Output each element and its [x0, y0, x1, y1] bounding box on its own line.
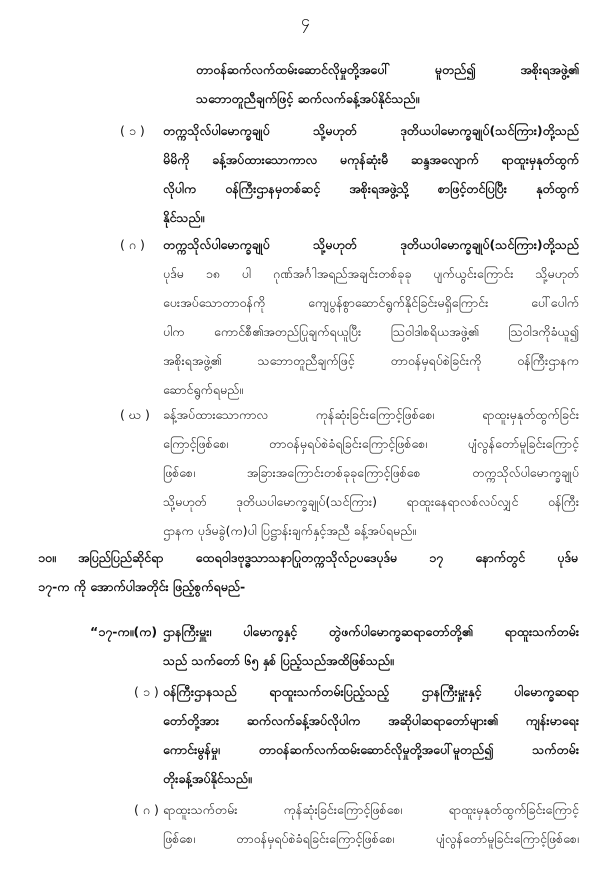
page-number: ၄	[301, 11, 310, 30]
text-line: သဘောတူညီချက်ဖြင့် ဆက်လက်ခန့်အပ်နိုင်သည်။	[196, 91, 420, 106]
text-line: သည် သက်တော် ၆၅ နှစ် ပြည့်သည်အထိဖြစ်သည်။	[163, 653, 394, 668]
text-line: ပါက ကောင်စီ၏အတည်ပြုချက်ရယူပြီး ဩဝါဒါစရိယအဖွဲ့၏ ဩဝါဒကိုခံယူ၍	[163, 324, 579, 339]
intro-paragraph	[196, 55, 579, 113]
text-line: ခန့်အပ်ထားသောကာလ ကုန်ဆုံးခြင်းကြောင့်ဖြစ်စေ၊ ရာထူးမှနုတ်ထွက်ခြင်း	[163, 407, 579, 422]
text-line: နိုင်သည်။	[163, 210, 205, 225]
text-line: တက္ကသိုလ်ပါမောက္ခချုပ် သို့မဟုတ် ဒုတိယပါမောက္ခချုပ်(သင်ကြား)တို့သည်	[163, 237, 579, 252]
section-10-label: ၁၀။	[38, 550, 56, 565]
text-line: ဖြစ်စေ၊ တာဝန်မှရပ်စဲခံရခြင်းကြောင့်ဖြစ်စေ၊ ပျံလွန်တော်မူခြင်းကြောင့်ဖြစ်စေ၊	[163, 831, 579, 846]
section-17a-label: “၁၇-က။(က)	[90, 624, 158, 639]
text-line: ကြောင့်ဖြစ်စေ၊ တာဝန်မှရပ်စဲခံရခြင်းကြောင့်ဖြစ်စေ၊ ပျံလွန်တော်မူခြင်းကြောင့်	[163, 436, 579, 451]
section-10-paragraph-cont	[38, 572, 578, 601]
sub-1-label: ( ၁ )	[134, 684, 159, 699]
text-line: မိမိကို ခန့်အပ်ထားသောကာလ မကုန်ဆုံးမီ ဆန္ဒအလျောက် ရာထူးမှနုတ်ထွက်	[163, 152, 579, 167]
text-line: ဖြစ်စေ၊ အခြားအကြောင်းတစ်ခုခုကြောင့်ဖြစ်စေ တက္ကသိုလ်ပါမောက္ခချုပ်	[163, 465, 579, 480]
text-line: ရာထူးသက်တမ်း ကုန်ဆုံးခြင်းကြောင့်ဖြစ်စေ၊ ရာထူးမှနုတ်ထွက်ခြင်းကြောင့်	[163, 802, 579, 817]
text-line: တော်တို့အား ဆက်လက်ခန့်အပ်လိုပါက အဆိုပါဆရာတော်များ၏ ကျန်းမာရေး	[163, 713, 579, 728]
text-line: လိုပါက ဝန်ကြီးဌာနမှတစ်ဆင့် အစိုးရအဖွဲ့သို့ စာဖြင့်တင်ပြပြီး နုတ်ထွက်	[163, 181, 579, 196]
text-line: ပုဒ်မ ၁၈ ပါ ဂုဏ်အင်္ဂါအရည်အချင်းတစ်ခုခု ပျက်ယွင်းကြောင်း သို့မဟုတ်	[163, 266, 579, 281]
text-line: အစိုးရအဖွဲ့၏ သဘောတူညီချက်ဖြင့် တာဝန်မှရပ်စဲခြင်းကို ဝန်ကြီးဌာနက	[163, 353, 579, 368]
section-10-paragraph	[78, 543, 578, 572]
text-line: သို့မဟုတ် ဒုတိယပါမောက္ခချုပ်(သင်ကြား) ရာထူးနေရာလစ်လပ်လျှင် ဝန်ကြီး	[163, 494, 579, 509]
sub-2-paragraph	[163, 795, 579, 853]
sub-2-label: ( ဂ )	[134, 802, 159, 817]
text-line: ဌာနက ပုဒ်မခွဲ(က)ပါ ပြဋ္ဌာန်းချက်နှင့်အညီ ခန့်အပ်ရမည်။	[163, 523, 417, 538]
text-line: ၁၇-က ကို အောက်ပါအတိုင်း ဖြည့်စွက်ရမည်-	[38, 579, 246, 594]
sub-1-paragraph	[163, 677, 579, 793]
item-1-paragraph	[163, 116, 579, 232]
text-line: တာဝန်ဆက်လက်ထမ်းဆောင်လိုမှုတို့အပေါ် မူတည်၍ အစိုးရအဖွဲ့၏	[196, 62, 579, 77]
item-3-paragraph	[163, 400, 579, 545]
text-line: ဆောင်ရွက်ရမည်။	[163, 382, 244, 397]
text-line: ကောင်းမွန်မှု၊ တာဝန်ဆက်လက်ထမ်းဆောင်လိုမှုတို့အပေါ်မူတည်၍ သက်တမ်း	[163, 742, 579, 757]
item-2-paragraph	[163, 230, 579, 404]
item-2-label: ( ဂ )	[120, 237, 145, 252]
section-17a-paragraph	[163, 617, 579, 675]
text-line: ဌာနကြီးမှူး၊ ပါမောက္ခနှင့် တွဲဖက်ပါမောက္ခဆရာတော်တို့၏ ရာထူးသက်တမ်း	[163, 624, 579, 639]
item-3-label: ( ဃ )	[120, 407, 150, 422]
text-line: တိုးခန့်အပ်နိုင်သည်။	[163, 771, 252, 786]
text-line: ဝန်ကြီးဌာနသည် ရာထူးသက်တမ်းပြည့်သည့် ဌာနကြီးမှူးနှင့် ပါမောက္ခဆရာ	[163, 684, 579, 699]
text-line: ပေးအပ်သောတာဝန်ကို ကျေပွန်စွာဆောင်ရွက်နိုင်ခြင်းမရှိကြောင်း ပေါ်ပေါက်	[163, 295, 579, 310]
item-1-label: ( ၁ )	[120, 123, 145, 138]
text-line: တက္ကသိုလ်ပါမောက္ခချုပ် သို့မဟုတ် ဒုတိယပါမောက္ခချုပ်(သင်ကြား)တို့သည်	[163, 123, 579, 138]
text-line: အပြည်ပြည်ဆိုင်ရာ ထေရဝါဒဗုဒ္ဓသာသနာပြုတက္ကသိုလ်ဥပဒေပုဒ်မ ၁၇ နောက်တွင် ပုဒ်မ	[78, 550, 578, 565]
